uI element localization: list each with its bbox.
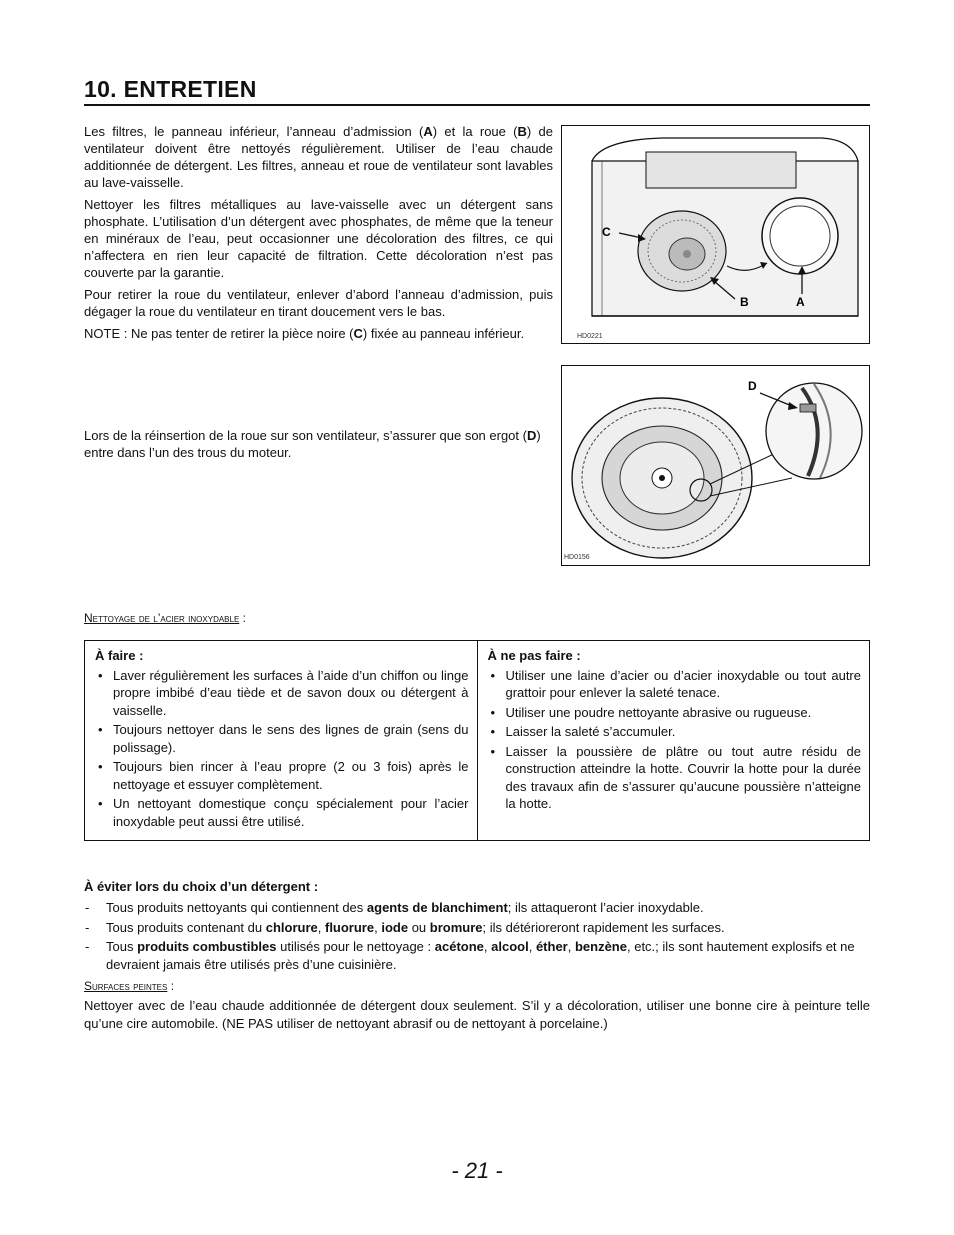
dont-list-item: • Laisser la saleté s’accumuler.: [488, 723, 862, 741]
avoid-list-item: - Tous produits contenant du chlorure, fluorure, iode ou bromure; ils détérioreront rapidement les surfaces.: [84, 919, 870, 937]
avoid-list-item: - Tous produits nettoyants qui contiennent des agents de blanchiment; ils attaqueront l’acier inoxydable.: [84, 899, 870, 917]
dont-list-item: • Utiliser une laine d’acier ou d’acier inoxydable ou tout autre grattoir pour enlever la saleté tenace.: [488, 667, 862, 702]
dont-column: [477, 641, 870, 841]
figure1-label-b: B: [740, 295, 749, 309]
do-dont-table: [84, 640, 870, 841]
figure2-code: HD0156: [564, 554, 590, 561]
fan-wheel-illustration: [562, 366, 871, 567]
painted-section-label: [84, 979, 174, 993]
intro-paragraph-3: Pour retirer la roue du ventilateur, enlever d’abord l’anneau d’admission, puis dégager la roue du ventilateur en tirant doucement vers le bas.: [84, 287, 553, 319]
figure-hood-underside: [561, 125, 870, 344]
page-number: - 21 -: [451, 1158, 503, 1183]
stainless-section-title: Nettoyage de l’acier inoxydable: [84, 611, 240, 625]
dont-list: [488, 667, 862, 813]
figure1-label-a: A: [796, 295, 805, 309]
painted-section-colon: :: [167, 979, 175, 993]
reinsert-paragraph: Lors de la réinsertion de la roue sur son ventilateur, s’assurer que son ergot (D) entre dans l’un des trous du moteur.: [84, 428, 541, 460]
do-list-item: • Toujours bien rincer à l’eau propre (2 ou 3 fois) après le nettoyage et essuyer complètement.: [95, 758, 469, 793]
avoid-list-item: - Tous produits combustibles utilisés pour le nettoyage : acétone, alcool, éther, benzène, etc.; ils sont hautement explosifs et ne devraient jamais être utilisés près d’une cuisinière.: [84, 938, 870, 973]
do-list-item: • Toujours nettoyer dans le sens des lignes de grain (sens du polissage).: [95, 721, 469, 756]
avoid-heading: À éviter lors du choix d’un détergent :: [84, 879, 319, 894]
dont-list-item: • Utiliser une poudre nettoyante abrasive ou rugueuse.: [488, 704, 862, 722]
page-title: 10. ENTRETIEN: [84, 76, 257, 102]
painted-paragraph: Nettoyer avec de l’eau chaude additionnée de détergent doux seulement. S’il y a décoloration, utiliser une bonne cire à peinture telle qu’une cire automobile. (NE PAS utiliser de nettoyant abrasif ou de nettoyant à porcelaine.): [84, 998, 870, 1031]
do-list-item: • Laver régulièrement les surfaces à l’aide d’un chiffon ou linge propre imbibé d’eau tiède et de savon doux ou détergent à vaisselle.: [95, 667, 469, 720]
figure2-label-d: D: [748, 379, 757, 393]
painted-section-title: Surfaces peintes: [84, 979, 168, 993]
do-list: [95, 667, 469, 831]
dont-list-item: • Laisser la poussière de plâtre ou tout autre résidu de construction atteindre la hotte. Couvrir la hotte pour la durée des travaux afin de s’assurer qu’aucune poussière n’atteigne la hotte.: [488, 743, 862, 813]
do-list-item: • Un nettoyant domestique conçu spécialement pour l’acier inoxydable peut aussi être utilisé.: [95, 795, 469, 830]
dont-heading: À ne pas faire :: [487, 648, 581, 663]
figure-fan-wheel: [561, 365, 870, 566]
intro-paragraph-2: Nettoyer les filtres métalliques au lave-vaisselle avec un détergent sans phosphate. L’utilisation d’un détergent avec phosphates, de même que la teneur en minéraux de l’eau, peut occasionner une décoloration des filtres, ce qui n’affectera en rien leur capacité de filtration. Cette décoloration n’est pas couverte par la garantie.: [84, 197, 553, 280]
figure1-code: HD0221: [577, 333, 603, 340]
note-paragraph: NOTE : Ne pas tenter de retirer la pièce noire (C) fixée au panneau inférieur.: [84, 326, 525, 341]
intro-paragraph-1: Les filtres, le panneau inférieur, l’anneau d’admission (A) et la roue (B) de ventilateur doivent être nettoyés régulièrement. Utiliser de l’eau chaude additionnée de détergent. Les filtres, anneau et roue de ventilateur sont lavables au lave-vaisselle.: [84, 124, 553, 190]
do-heading: À faire :: [95, 648, 144, 663]
title-rule: [84, 104, 870, 106]
do-column: [85, 641, 478, 841]
stainless-section-colon: :: [239, 611, 246, 625]
figure1-label-c: C: [602, 225, 611, 239]
stainless-section-label: [84, 611, 246, 625]
hood-underside-illustration: [562, 126, 871, 345]
avoid-list: [84, 899, 870, 975]
